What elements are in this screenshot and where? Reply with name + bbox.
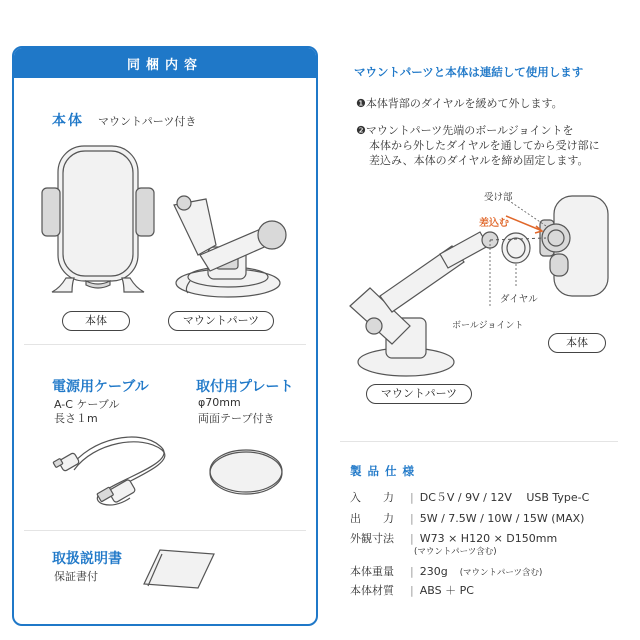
label-mount: マウントパーツ — [168, 311, 274, 331]
spec-row-material — [350, 582, 474, 598]
divider — [24, 344, 306, 345]
spec-key: 入 力 — [350, 491, 394, 504]
spec-value: DC５V / 9V / 12V USB Type-C — [419, 491, 590, 504]
spec-value: W73 × H120 × D150mm — [419, 532, 558, 545]
step2-line3: 差込み、本体のダイヤルを締め固定します。 — [369, 154, 589, 167]
spec-key: 本体重量 — [350, 565, 394, 578]
step2-line1: ❷マウントパーツ先端のボールジョイントを — [356, 124, 574, 137]
plate-line1: φ70mm — [198, 396, 241, 409]
spec-separator: | — [410, 512, 414, 525]
cable-title: 電源用ケーブル — [52, 379, 149, 395]
label-body-right: 本体 — [548, 333, 606, 353]
label-mount-right: マウントパーツ — [366, 384, 472, 404]
assembly-illustration — [340, 176, 630, 386]
spec-row-weight — [350, 563, 542, 579]
spec-separator: | — [410, 565, 414, 578]
spec-separator: | — [410, 532, 414, 545]
callout-insert: 差込む — [479, 218, 509, 229]
spec-key: 外観寸法 — [350, 532, 394, 545]
spec-separator: | — [410, 584, 414, 597]
main-unit-note: マウントパーツ付き — [98, 115, 197, 128]
callout-dial: ダイヤル — [500, 294, 538, 305]
cable-line2: 長さ１m — [54, 412, 98, 425]
contents-panel — [12, 46, 318, 626]
instructions-title: マウントパーツと本体は連結して使用します — [354, 65, 584, 79]
manual-title: 取扱説明書 — [52, 551, 122, 567]
holder-front-illustration — [38, 138, 158, 308]
spec-key: 本体材質 — [350, 584, 394, 597]
contents-header: 同梱内容 — [14, 48, 316, 78]
spec-value: 5W / 7.5W / 10W / 15W (MAX) — [419, 512, 585, 525]
divider — [340, 441, 618, 442]
spec-row-input — [350, 489, 589, 505]
step2-line2: 本体から外したダイヤルを通してから受け部に — [369, 139, 600, 152]
plate-title: 取付用プレート — [196, 379, 294, 395]
main-unit-title: 本体 — [52, 113, 84, 129]
spec-row-dimensions — [350, 530, 557, 546]
step1: ❶本体背部のダイヤルを緩めて外します。 — [356, 97, 563, 110]
manual-illustration — [134, 544, 218, 590]
plate-illustration — [204, 446, 288, 496]
cable-illustration — [50, 418, 190, 518]
callout-receiver: 受け部 — [484, 192, 513, 203]
spec-weight-note: (マウントパーツ含む) — [459, 568, 543, 578]
spec-value: 230g — [419, 565, 448, 578]
cable-line1: A-C ケーブル — [54, 398, 120, 411]
spec-separator: | — [410, 491, 414, 504]
mount-illustration — [160, 185, 310, 305]
spec-row-output — [350, 510, 584, 526]
label-body: 本体 — [62, 311, 130, 331]
callout-ball-joint: ボールジョイント — [452, 321, 524, 331]
spec-value: ABS ＋ PC — [419, 584, 474, 597]
spec-dimensions-note: (マウントパーツ含む) — [414, 547, 497, 557]
manual-line1: 保証書付 — [54, 570, 98, 583]
divider — [24, 530, 306, 531]
specs-title: 製品仕様 — [350, 464, 420, 478]
spec-key: 出 力 — [350, 512, 394, 525]
plate-line2: 両面テープ付き — [198, 412, 275, 425]
